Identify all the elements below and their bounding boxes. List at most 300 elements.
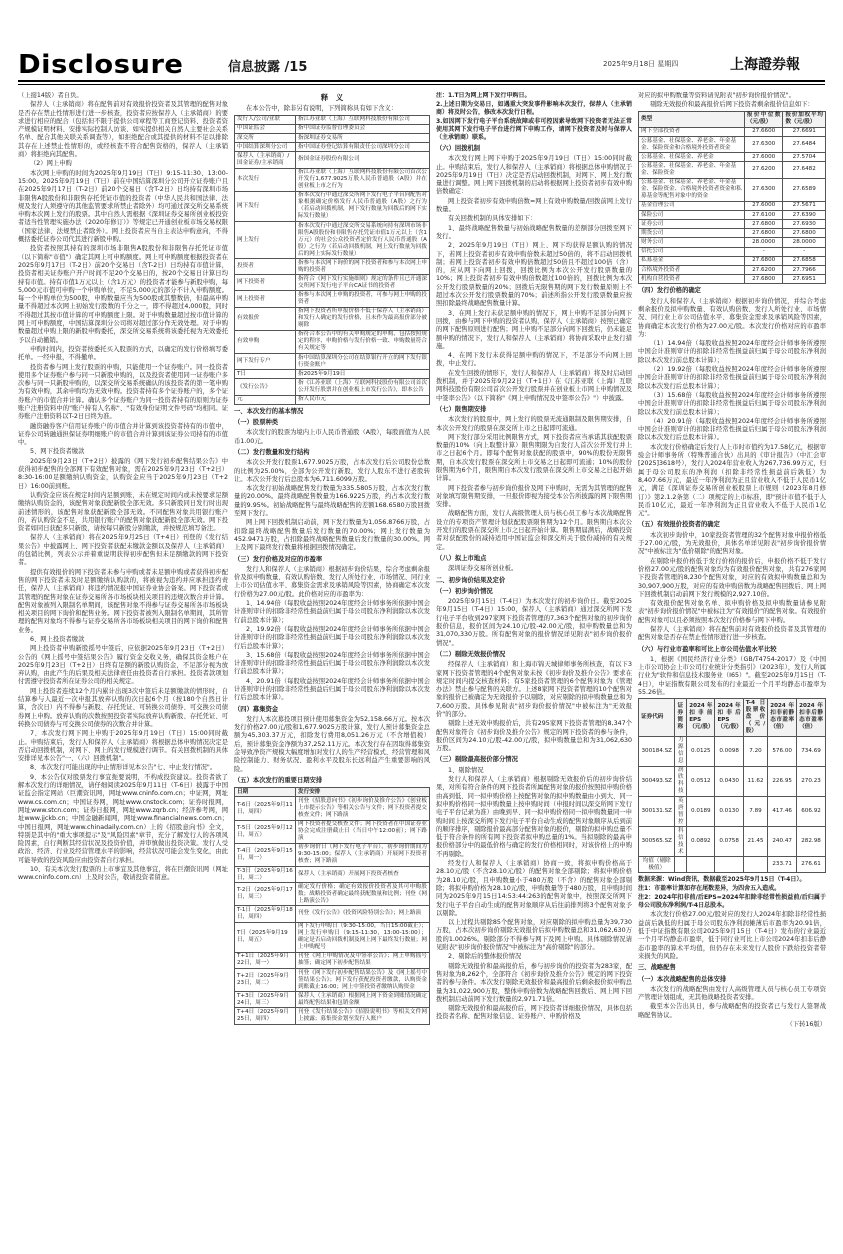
table-cell: 网下投资者 [235, 275, 296, 291]
col4-intro: 对应的拟申购数量等资料请见附表"初步询价报价情况"。 [638, 92, 795, 99]
price-row [639, 266, 826, 275]
col4-paragraph: 在剔除申报价格低于发行价格的报价后，申报价格不低于发行价格27.00元/股的配售对象均为有效报价配售对象，共有276家网下投资者管理的8,230个配售对象，对应的有效拟申购数量总和为30,907,900万股，对应的有效申购倍数为战略配售回拨后、网上网下回拨机制启动前网下发行规模的2,927.10倍。 [638, 557, 826, 598]
price-header-type: 类型 [639, 111, 745, 127]
table-cell: 指2025年9月19日 [296, 370, 430, 379]
table-cell: 27.6200 [744, 162, 783, 178]
col1-paragraph: 提供有效报价的网下投资者未参与申购或者未足额申购或者获得初步配售的网下投资者未及时足额缴纳认购款的，将被视为违约并应承担违约责任，保荐人（主承销商）将违约情况报中国证券业协会备案。网下投资者或其管理的配售对象在证券交易所各市场板块相关项目的违规次数合并计算。配售对象被列入限制名单期间，该配售对象不得参与证券交易所各市场板块相关项目的网下询价和配售业务。网下投资者被列入限制名单期间，其所管理的配售对象均不得参与证券交易所各市场板块相关项目的网下询价和配售业务。 [18, 568, 228, 634]
schedule-table [234, 787, 430, 1024]
table-cell: 0.0758 [715, 827, 743, 857]
table-cell: 240.47 [768, 827, 797, 857]
table-cell: 27.6100 [744, 210, 783, 219]
table-cell: 28.0000 [783, 238, 826, 247]
table-cell: 226.95 [768, 766, 797, 796]
col3-paragraph: 1、剔除情况 [448, 766, 484, 774]
comparables-row [639, 766, 826, 796]
dateline: 2025年9月18日 星期四 [603, 60, 679, 68]
table-cell: 指人民币元 [296, 395, 430, 404]
table-cell: 指参与本次网下询价的网下投资者和参与本次网上申购的投资者 [296, 259, 430, 275]
table-cell: 0.0512 [687, 766, 715, 796]
col3-paragraph: 经保荐人（主承销商）和上海市锦天城律师事务所核查，有以下3家网下投资者管理的4个配售对象未按《初步询价及推介公告》要求在规定时间内提交核查材料；有5家投资者管理的6个配售对象为《管理办法》禁止参与配售的关联方。上述8家网下投资者管理的10个配售对象的报价已被确定为无效报价予以剔除，对应剔除的拟申购数量总和为7,600万股。具体参见附表"初步询价报价情况"中被标注为"无效报价"的部分。 [436, 661, 632, 718]
page-header [0, 0, 843, 88]
col4-paragraph: 截至本公告出具日，参与战略配售的投资者已与发行人签署战略配售协议。 [638, 1003, 826, 1019]
schedule-row [235, 922, 430, 952]
col1-paragraph: 保荐人（主承销商）将在配售前对有效报价投资者及其管理的配售对象是否存在禁止性情形进行进一步核查，投资者应按保荐人（主承销商）的要求进行相应的配合（包括但不限于提供公司章程等工商登记资料、投资者资产规模证明材料、安排实际控制人访谈、如实提供相关自然人主要社会关系名单、配合其他关联关系调查等），如拒绝配合或其提供的材料不足以排除其存在上述禁止性情形的，或经核查不符合配售资格的，保荐人（主承销商）将拒绝向其配售。 [18, 101, 228, 159]
comparables-header: 2024年扣非前EPS（元/股） [687, 699, 715, 736]
table-cell: 有效申购 [235, 330, 296, 353]
col3-paragraph: 网下投资者参与初步询价报价及网下申购时，无需为其管理的配售对象填写限售期安排，一旦报价即视为接受本公告所披露的网下限售期安排。 [436, 484, 632, 509]
col2-paragraph: 一、本次发行的基本情况 [234, 407, 304, 415]
table-cell: T-4日（2025年9月15日，周一） [235, 843, 296, 866]
col3-paragraph: （三）剔除最高报价部分情况 [436, 756, 518, 764]
table-cell: 233.71 [768, 857, 797, 873]
table-cell: 11.62 [743, 766, 767, 796]
col2-paragraph: 本次公开发行股票1,677.9025万股，占本次发行后公司股份总数的比例为25.00%，全部为公开发行新股，发行人股东不进行老股转让。本次公开发行后总股本为6,711.6099万股。 [234, 459, 430, 483]
col2-paragraph: 网上网下回拨机制启动前，网下发行数量为1,056.8766万股，占扣除最终战略配售数量后发行数量的70.00%；网上发行数量为452.9471万股，占扣除最终战略配售数量后发行数量的30.00%。网上及网下最终发行数量将根据回拨情况确定。 [234, 519, 430, 552]
price-row [639, 275, 826, 284]
table-cell: 刊登《发行公告》《投资风险特别公告》；网上路演 [296, 906, 430, 922]
table-cell: 指符合《网下发行实施细则》规定的条件且已开通深交所网下发行电子平台CA证书的投资者 [296, 275, 430, 291]
comparables-row [639, 796, 826, 826]
table-cell: 机构自营投资者 [639, 275, 745, 284]
table-cell: 公募基金、社保基金、养老金、年金基金、保险资金 [639, 162, 745, 178]
col1-paragraph: 网上投资者连续12个月内累计出现3次中签后未足额缴款的情形时，自结算参与人最近一次申报其放弃认购的次日起6个月（按180个自然日计算，含次日）内不得参与新股、存托凭证、可转换公司债券、可交换公司债券网上申购。放弃认购的次数按照投资者实际放弃认购新股、存托凭证、可转换公司债券与可交换公司债券的次数合并计算。 [18, 687, 228, 728]
table-cell: 发行人/公司/亚联 [235, 115, 296, 124]
table-cell: 公募基金、社保基金、养老金 [639, 153, 745, 162]
table-cell: T日 [235, 370, 296, 379]
table-cell: 刊登《网下发行初步配售结果公告》及《网上摇号中签结果公告》；网下发行获配投资者缴款，认购资金到账截止16:00；网上中签投资者缴纳认购资金 [296, 968, 430, 991]
col3-paragraph: 二、初步询价结果及定价 [436, 576, 506, 584]
table-cell: 282.98 [797, 827, 826, 857]
table-cell: T-6日（2025年9月11日，周四） [235, 797, 296, 820]
col2-paragraph: 2、19.92倍（每股收益按照2024年度经会计师事务所依据中国会计准则审计的扣除非经常性损益前归属于母公司股东净利润除以本次发行后总股本计算）； [234, 625, 430, 650]
table-cell: 初步询价日（网下发行电子平台），初步询价期间为9:30-15:00；保荐人（主承销商）开展网下投资者核查；网下路演 [296, 843, 430, 866]
col2-paragraph: 4、20.91倍（每股收益按照2024年度经会计师事务所依据中国会计准则审计的扣除非经常性损益后归属于母公司股东净利润除以本次发行后总股本计算）。 [234, 677, 430, 702]
definition-row [235, 152, 430, 168]
col3-paragraph: （八）拟上市地点 [436, 554, 487, 562]
table-cell: 417.46 [768, 796, 797, 826]
definition-row [235, 115, 430, 124]
col4-paragraph: （一）本次战略配售的总体安排 [638, 975, 727, 983]
price-row [639, 238, 826, 247]
disclosure-banner: Disclosure [18, 50, 184, 80]
col2-paragraph: 本次发行初始战略配售发行数量为335.5805万股，占本次发行数量的20.00%。最终战略配售数量为166.9225万股，约占本次发行数量的9.95%。初始战略配售与最终战略配售的差额168.6580万股回拨至网下发行。 [234, 485, 430, 518]
definition-row [235, 370, 430, 379]
table-cell: 0.0130 [715, 796, 743, 826]
definition-row [235, 221, 430, 258]
col3-paragraph: （六）回拨机制 [436, 145, 481, 152]
price-row [639, 220, 826, 229]
table-cell: 27.6691 [783, 127, 826, 136]
col1-paragraph: 10、有关本次发行股票的上市事宜及其他事宜，将在巨潮资讯网（网址www.cninfo.com.cn）上及时公告，敬请投资者留意。 [18, 866, 228, 882]
definitions-intro: 在本公告中，除非另有说明，下列简称具有如下含义： [246, 105, 398, 113]
col4-paragraph: 本次发行的战略配售由发行人高级管理人员与核心员工专项资产管理计划组成，无其他战略投资者安排。 [638, 985, 826, 1002]
col4-tail [638, 911, 826, 1020]
schedule-note: 2.上述日期为交易日，如遇重大突发事件影响本次发行，保荐人（主承销商）将及时公告，修改本次发行日程。 [436, 101, 632, 116]
table-cell: 指中国证券登记结算有限责任公司深圳分公司 [296, 143, 430, 152]
definition-row [235, 330, 430, 353]
comparables-header: 证券简称 [675, 699, 687, 736]
col3-notes [436, 92, 632, 142]
col1-paragraph: 5、网下投资者缴款 [30, 448, 85, 456]
col2-paragraph: 发行人和保荐人（主承销商）根据初步询价结果，综合考虑剩余报价及拟申购数量、有效认购倍数、发行人所处行业、市场情况、同行业上市公司估值水平、募集资金需求及承销风险等因素，协商确定本次发行价格为27.00元/股。此价格对应的市盈率为： [234, 565, 430, 598]
col2-paragraph: （五）本次发行的重要日期安排 [234, 776, 323, 784]
definition-row [235, 395, 430, 404]
definition-row [235, 168, 430, 191]
col3-paragraph: 3、在网上发行未获足额申购的情况下，网上申购不足部分向网下回拨，由参与网下申购的投资者认购，保荐人（主承销商）按照已确定的网下配售原则进行配售；网上申购不足部分向网下回拨后，仍未能足额申购的情况下，发行人和保荐人（主承销商）将协商采取中止发行措施。 [436, 309, 632, 350]
comparables-row [639, 736, 826, 766]
table-cell: 指中国证券监督管理委员会 [296, 124, 430, 133]
definition-row [235, 259, 430, 275]
table-cell: 27.6300 [744, 136, 783, 152]
price-row [639, 136, 826, 152]
col1-paragraph: 投资者按照其持有的深圳市场非限售A股股份和非限售存托凭证市值（以下简称"市值"）确定其网上可申购额度。网上可申购额度根据投资者在2025年9月17日（T-2日）前20个交易日（含T-2日）日均持有市值计算，投资者相关证券账户开户时间不足20个交易日的，按20个交易日计算日均持有市值。持有市值1万元以上（含1万元）的投资者才能参与新股申购，每5,000元市值可申购一个申购单位，不足5,000元的部分不计入申购额度。每一个申购单位为500股，申购数量应当为500股或其整数倍，但最高申购量不得超过本次网上初始发行股数的千分之一，即不得超过4,000股，同时不得超过其按市值计算的可申购额度上限。对于申购数量超过按市值计算的网上可申购额度，中国结算深圳分公司将对超过部分作无效处理。对于申购数量超过申购上限的新股申购委托，深交所交易系统将该委托视为无效委托予以自动撤销。 [18, 245, 228, 344]
table-cell: 刊登《发行结果公告》《招股说明书》等相关文件网上披露；募集资金划至发行人账户 [296, 1008, 430, 1024]
table-cell: 指江苏亚联（上海）互联网科技股份有限公司 [296, 115, 430, 124]
col1-paragraph: 2025年9月23日（T+2日）披露的《网下发行初步配售结果公告》中获得初步配售的全部网下有效配售对象，需在2025年9月23日（T+2日）8:30-16:00足额缴纳认购资金，认购资金应当于2025年9月23日（T+2日）16:00前到账。 [18, 457, 228, 490]
column-4 [638, 92, 826, 1232]
schedule-row [235, 883, 430, 906]
col2-paragraph: （二）发行数量和发行结构 [234, 448, 310, 456]
col1-body [18, 101, 228, 882]
table-cell: 0.0098 [715, 736, 743, 766]
price-row [639, 229, 826, 238]
col2-paragraph: 3、15.68倍（每股收益按照2024年度经会计师事务所依据中国会计准则审计的扣除非经常性损益后归属于母公司股东净利润除以本次发行前总股本计算）； [234, 651, 430, 676]
col3-paragraph: 2、2025年9月19日（T日）网上、网下均获得足额认购的情况下，若网上投资者初步有效申购倍数未超过50倍的，将不启动回拨机制；若网上投资者初步有效申购倍数超过50倍且不超过100倍（含）的，应从网下向网上回拨，回拨比例为本次公开发行股票数量的10%；网上投资者初步有效申购倍数超过100倍的，回拨比例为本次公开发行股票数量的20%；回拨后无限售期的网下发行数量原则上不超过本次公开发行股票数量的70%；前述所指公开发行股票数量应按照扣除最终战略配售数量计算。 [436, 242, 632, 308]
table-cell: 27.6600 [744, 127, 783, 136]
price-row [639, 178, 826, 201]
table-cell: 27.5671 [783, 201, 826, 210]
column-2 [234, 92, 430, 1232]
col3-paragraph: 深圳证券交易所创业板。 [448, 565, 518, 573]
col3-paragraph: （七）限售期安排 [436, 405, 487, 413]
definition-row [235, 133, 430, 142]
comparables-header: 2024年扣非前静态市盈率（倍） [768, 699, 797, 736]
table-cell: T+4日（2025年9月25日，周四） [235, 1008, 296, 1024]
table-cell: 《发行公告》 [235, 379, 296, 395]
col4-paragraph: （四）发行价格的确定 [638, 287, 701, 295]
table-cell: 指本次发行中通过深交所网下发行电子平台向配售对象根据确定价格发行人民币普通股（A股）之行为（若启动回拨机制，网下发行数量为回拨后的网下实际发行数量） [296, 191, 430, 221]
table-cell: 润欣科技 [675, 766, 687, 796]
table-cell: 力源信息 [675, 736, 687, 766]
table-cell: - [783, 247, 826, 256]
table-cell: 276.61 [797, 857, 826, 873]
table-cell: 深交所 [235, 133, 296, 142]
table-cell: 734.69 [797, 736, 826, 766]
table-cell: 7.20 [743, 736, 767, 766]
schedule-note: 注：1.T日为网上网下发行申购日。 [436, 92, 531, 99]
table-cell: 27.6951 [783, 275, 826, 284]
header-rule [18, 80, 825, 82]
price-row [639, 201, 826, 210]
col2-paragraph: （三）发行价格及对应的市盈率 [234, 555, 323, 563]
table-cell: 28.0000 [744, 238, 783, 247]
col1-paragraph: 9、本公告仅对股票发行事宜扼要说明，不构成投资建议。投资者欲了解本次发行的详细情况，请仔细阅读2025年9月11日（T-6日）披露于中国证监会指定网站（巨潮资讯网，网址www.cninfo.com.cn；中证网，网址www.cs.com.cn；中国证券网，网址www.cnstock.com；证券时报网，网址www.stcn.com；证券日报网，网址www.zqrb.cn；经济参考网，网址www.jjckb.cn；中国金融新闻网，网址www.financialnews.com.cn；中国日报网，网址www.chinadaily.com.cn）上的《招股意向书》全文，特别是其中的"重大事项提示"及"风险因素"章节，充分了解发行人的各项风险因素，自行判断其经营状况及投资价值，并审慎做出投资决策。发行人受政治、经济、行业及经营管理水平的影响，经营状况可能会发生变化，由此可能导致的投资风险应由投资者自行承担。 [18, 773, 228, 864]
price-row [639, 256, 826, 265]
table-cell: 网下投资者提交核查文件；网下投资者在中国证券业协会完成注册截止日（当日中午12:00前）；网下路演 [296, 820, 430, 843]
definition-row [235, 143, 430, 152]
price-row [639, 162, 826, 178]
table-cell: 21.45 [743, 827, 767, 857]
table-cell: 0.0189 [687, 796, 715, 826]
table-cell: 27.6800 [744, 275, 783, 284]
table-cell [687, 857, 715, 873]
col3-paragraph: 剔除无效报价和最高报价后，参与初步询价的投资者为283家，配售对象为8,262个，全部符合《初步询价及推介公告》规定的网下投资者的参与条件。本次发行剔除无效报价和最高报价后剩余报价拟申购总量为31,022,900万股，整体申购倍数为战略配售回拨后、网上网下回拨机制启动前网下发行数量的2,971.71倍。 [436, 962, 632, 1003]
col1-paragraph: 投资者参与网上发行股票的申购，只能使用一个证券账户。同一投资者使用多个证券账户参与同一只新股申购的，以及投资者使用同一证券账户多次参与同一只新股申购的，以深交所交易系统确认的该投资者的第一笔申购为有效申购，其余申购均为无效申购。投资者持有多个证券账户的，多个证券账户的市值合并计算。确认多个证券账户为同一投资者持有的原则为证券账户注册资料中的"账户持有人名称"、"有效身份证明文件号码"均相同。证券账户注册资料以T-2日日终为准。 [18, 363, 228, 421]
table-cell: 7.89 [743, 796, 767, 826]
comparables-note: 注1：市盈率计算如存在尾数差异，为四舍五入造成。 [638, 885, 781, 893]
table-cell: T-5日（2025年9月12日，周五） [235, 820, 296, 843]
table-cell: 网下发行专户 [235, 354, 296, 370]
col3-paragraph: （一）初步询价情况 [436, 587, 493, 595]
col1-paragraph: 6、网上投资者缴款 [30, 636, 85, 643]
col3-paragraph: 剔除无效报价和最高报价后，网下投资者详细报价情况，具体包括投资者名称、配售对象信息、证券账户、申购价格及 [436, 1005, 632, 1021]
definition-row [235, 291, 430, 307]
table-cell: 保荐人（主承销商）根据网上网下资金到账情况确定最终配售结果和包销金额 [296, 992, 430, 1008]
table-cell: 投资者 [235, 259, 296, 275]
table-cell: 私募基金 [639, 256, 745, 265]
table-cell: 300493.SZ [639, 766, 675, 796]
definitions-title: 释 义 [320, 93, 344, 102]
table-cell: 财务公司 [639, 238, 745, 247]
table-cell: 网下发行申购日（9:30-15:00，当日15:00截止）；网上发行申购日（9:15-11:30，13:00-15:00）；确定是否启动回拨机制及网上网下最终发行数量；网上申购配号 [296, 922, 430, 952]
col3-paragraph: 网下发行部分采用比例限售方式，网下投资者应当承诺其获配股票数量的10%（向上取整计算）限售期限为自发行人首次公开发行并上市之日起6个月。即每个配售对象获配的股票中，90%的股份无限售期，自本次发行股票在深交所上市交易之日起即可流通；10%的股份限售期为6个月，限售期自本次发行股票在深交所上市交易之日起开始计算。 [436, 433, 632, 483]
col3-paragraph: （二）剔除无效报价情况 [436, 650, 506, 658]
table-cell: 27.6800 [783, 229, 826, 238]
col1-paragraph: 申购时间内，投资者按委托买入股票的方式，以确定的发行价格填写委托单。一经申报，不得撤单。 [18, 345, 228, 362]
schedule-row [235, 867, 430, 883]
table-cell: 均值（剔除极值） [639, 857, 675, 873]
definitions-table [234, 115, 430, 405]
schedule-row [235, 797, 430, 820]
table-cell: 576.00 [768, 736, 797, 766]
col2-paragraph: （四）募集资金 [234, 705, 279, 713]
col4-intro2: 剔除无效报价和最高报价后网下投资者剩余报价信息如下： [650, 101, 814, 109]
col4-paragraph: 本次发行价格27.00元/股对应的发行人2024年扣除非经常性损益前后孰低的归属于母公司股东净利润摊薄后市盈率为20.91倍，低于中证指数有限公司2025年9月15日（T-4日）发布的行业最近一个月平均静态市盈率，低于同行业可比上市公司2024年扣非后静态市盈率的算术平均值，但仍存在未来发行人股价下跌给投资者带来损失的风险。 [638, 911, 826, 960]
table-cell: 27.6482 [783, 162, 826, 178]
definition-row [235, 275, 430, 291]
table-cell: T+1日（2025年9月22日，周一） [235, 952, 296, 968]
col3-paragraph: 战略配售方面，发行人高级管理人员与核心员工参与本次战略配售设立的专项资产管理计划获配股票限售期为12个月。限售期自本次公开发行的股票在深交所上市之日起开始计算。限售期届满后，战略投资者对获配股份的减持适用中国证监会和深交所关于股份减持的有关规定。 [436, 510, 632, 551]
table-cell: 中国证监会 [235, 124, 296, 133]
table-cell: 公募基金、社保基金、养老金、年金基金、保险资金和合格境外投资者资金 [639, 136, 745, 152]
col4-paragraph: （六）与行业市盈率和可比上市公司估值水平比较 [638, 645, 777, 653]
comparables-header: 2024年扣非后静态市盈率（倍） [797, 699, 826, 736]
comparables-note: 注2：2024年扣非前/后EPS=2024年扣除非经常性损益前/后归属于母公司股东净利润/T-4日总股本。 [638, 894, 826, 910]
table-cell: 27.6800 [744, 220, 783, 229]
col3-paragraph: 本次发行的股票中，网上发行的股票无流通限制及限售期安排，自本次公开发行的股票在深交所上市之日起即可流通。 [436, 416, 632, 432]
table-cell: 0.0430 [715, 766, 743, 796]
table-cell: 网下全部投资者 [639, 127, 745, 136]
definition-row [235, 354, 430, 370]
col4-paragraph: （4）20.91倍（每股收益按照2024年度经会计师事务所遵照中国会计准则审计的扣除非经常性损益后归属于母公司股东净利润除以本次发行后总股本计算）。 [638, 417, 826, 442]
col2-paragraph: 发行人本次募投项目预计使用募集资金为52,158.66万元。按本次发行价格27.00元/股和1,677.9025万股计算，发行人预计募集资金总额为45,303.37万元，扣除发行费用8,051.26万元（不含增值税）后，预计募集资金净额为37,252.11万元。本次发行存在因取得募集资金导致净资产规模大幅度增加对发行人的生产经营模式、经营管理和风险控制能力、财务状况、盈利水平及股东长远利益产生重要影响的风险。 [234, 715, 430, 773]
col4-paragraph: 本次发行价格确定后发行人上市时市值约为17.58亿元，根据审验会计师事务所（特殊普通合伙）出具的《审计报告》（中汇会审[2025]3618号），发行人2024年营业收入为267,736.99万元，归属于母公司股东的净利润（扣除非经常性损益前后孰低）为8,407.66万元，最近一年净利润为正且营业收入不低于人民币1亿元，满足《深圳证券交易所创业板股票上市规则（2023年8月修订）》第2.1.2条第（二）项规定的上市标准，即"预计市值不低于人民币10亿元，最近一年净利润为正且营业收入不低于人民币1亿元"。 [638, 443, 826, 518]
table-cell: 信托公司 [639, 247, 745, 256]
col1-paragraph: 保荐人（主承销商）将在2025年9月25日（T+4日）刊登的《发行结果公告》中披露网上、网下投资者获配未缴款金额以及保荐人（主承销商）的包销比例，列表公示并着重说明获得初步配售但未足额缴款的网下投资者。 [18, 534, 228, 567]
col1-paragraph: 融资融券客户信用证券账户的市值合并计算到该投资者持有的市值中，证券公司转融通担保证券明细账户的市值合并计算到该证券公司持有的市值中。 [18, 422, 228, 447]
schedule-header-item: 发行安排 [296, 788, 430, 797]
schedule-row [235, 906, 430, 922]
schedule-row [235, 843, 430, 866]
table-cell: 27.6390 [783, 210, 826, 219]
col4-paragraph: 本次初步询价中，10家投资者管理的32个配售对象申报价格低于27.00元/股，为无效报价，具体名单详见附表"初步询价报价情况"中被标注为"低价剔除"的配售对象。 [638, 531, 826, 556]
comparables-row [639, 827, 826, 857]
col3-paragraph: 2、剔除后的整体报价情况 [448, 953, 522, 961]
table-cell: 保荐人（主承销商）/国金证券/主承销商 [235, 152, 296, 168]
col4-paragraph: （1）14.94倍（每股收益按照2024年度经会计师事务所遵照中国会计准则审计的扣除非经常性损益前归属于母公司股东净利润除以本次发行前总股本计算）； [638, 340, 826, 364]
col3-paragraph: 剔除上述无效申购报价后，共有295家网下投资者管理的8,347个配售对象符合《初步询价及推介公告》规定的网下投资者的参与条件，报价区间为24.10元/股-42.00元/股，拟申购数量总和为31,062,630万股。 [436, 720, 632, 753]
table-cell: T+2日（2025年9月23日，周二） [235, 968, 296, 991]
table-cell: 300184.SZ [639, 736, 675, 766]
table-cell: 刊登《网上申购情况及中签率公告》；网上申购摇号抽签；确定网下初步配售结果 [296, 952, 430, 968]
table-cell: 科信技术 [675, 827, 687, 857]
table-cell: 300131.SZ [639, 796, 675, 826]
price-row [639, 153, 826, 162]
schedule-header-date: 日期 [235, 788, 296, 797]
definition-row [235, 124, 430, 133]
table-cell: 英唐智控 [675, 796, 687, 826]
schedule-row [235, 1008, 430, 1024]
table-cell: 27.6300 [744, 178, 783, 201]
table-cell: 27.5704 [783, 153, 826, 162]
table-cell: T-3日（2025年9月16日，周二） [235, 867, 296, 883]
col4-paragraph: （2）19.92倍（每股收益按照2024年度经会计师事务所遵照中国会计准则审计的扣除非经常性损益前归属于母公司股东净利润除以本次发行后总股本计算）； [638, 366, 826, 390]
table-cell: 公募基金、社保基金、养老金、年金基金、保险资金、合格境外投资者资金和私募基金等配售对象中的资金 [639, 178, 745, 201]
comparables-header: 证券代码 [639, 699, 675, 736]
price-header-weighted: 报价加权平均数（元/股） [783, 111, 826, 127]
col1-paragraph: 网上投资者申购新股摇号中签后，应依据2025年9月23日（T+2日）公告的《网上摇号中签结果公告》履行资金交收义务，确保其资金账户在2025年9月23日（T+2日）日终有足额的新股认购资金，不足部分视为放弃认购，由此产生的后果及相关法律责任由投资者自行承担。投资者款项划付需遵守投资者所在证券公司的相关规定。 [18, 645, 228, 686]
table-cell: 270.23 [797, 766, 826, 796]
table-cell: 300565.SZ [639, 827, 675, 857]
col3-paragraph: 网上投资者初步有效申购倍数=网上有效申购数量/回拨前网上发行数量。 [436, 197, 632, 214]
table-cell [715, 857, 743, 873]
table-cell: 指中国结算深圳分公司在结算银行开立的网下发行银行资金账户 [296, 354, 430, 370]
col1-paragraph: （2）网上申购 [30, 160, 72, 168]
schedule-note: 3.如因网下发行电子平台系统故障或非可控因素导致网下投资者无法正常使用其网下发行电子平台进行网下申购工作，请网下投资者及时与保荐人（主承销商）联系。 [436, 118, 632, 141]
table-cell: 指网下投资者所申报价格不低于保荐人（主承销商）和发行人确定的发行价格，且未作为最高报价部分被剔除 [296, 307, 430, 330]
table-cell: 元 [235, 395, 296, 404]
schedule-row [235, 952, 430, 968]
newspaper-brand: 上海證券報 [730, 57, 800, 73]
table-cell: T-2日（2025年9月17日，周三） [235, 883, 296, 906]
col2-body [234, 408, 430, 785]
col2-paragraph: 本次发行的股票为境内上市人民币普通股（A股），每股面值为人民币1.00元。 [234, 429, 430, 445]
table-cell: 27.6000 [744, 153, 783, 162]
col1-paragraph: 本次网上申购的时间为2025年9月19日（T日）9:15-11:30、13:00-15:00。2025年9月19日（T日）前在中国结算深圳分公司开立证券账户且在2025年9月17日（T-2日）前20个交易日（含T-2日）日均持有深圳市场非限售A股股份和非限售存托凭证市值的投资者（中华人民共和国法律、法规及发行人须遵守的其他监管要求所禁止者除外）均可通过深交所交易系统申购本次网上发行的股票。其中自然人需根据《深圳证券交易所创业板投资者适当性管理实施办法（2020年修订）》等规定已开通创业板市场交易权限（国家法律、法规禁止者除外）。网上投资者应当自主表达申购意向，不得概括委托证券公司代其进行新股申购。 [18, 169, 228, 244]
col1-paragraph: 认购资金应该在规定时间内足额到账，未在规定时间内或未按要求足额缴纳认购资金的，该配售对象获配新股全部无效。多只新股同日发行时出现前述情形的，该配售对象获配新股全部无效。不同配售对象共用银行账户的，若认购资金不足，共用银行账户的配售对象获配新股全部无效。网下投资者如同日获配多只新股，请按每只新股分别缴款，并按规范填写备注。 [18, 491, 228, 533]
table-cell: 证券公司 [639, 220, 745, 229]
col3-paragraph: 本次发行网上网下申购于2025年9月19日（T日）15:00同时截止。申购结束后，发行人和保荐人（主承销商）将根据总体申购情况于2025年9月19日（T日）决定是否启动回拨机制，对网下、网上发行数量进行调整。网上网下回拨机制的启动将根据网上投资者初步有效申购倍数确定： [436, 155, 632, 196]
table-cell: 合格境外投资者 [639, 266, 745, 275]
price-row [639, 210, 826, 219]
col4-paragraph: （3）15.68倍（每股收益按照2024年度经会计师事务所遵照中国会计准则审计的扣除非经常性损益后归属于母公司股东净利润除以本次发行前总股本计算）； [638, 391, 826, 416]
table-cell: 27.6200 [744, 266, 783, 275]
definition-row [235, 379, 430, 395]
schedule-row [235, 968, 430, 991]
table-cell: 保险公司 [639, 210, 745, 219]
table-cell: 指本次发行中通过深交所交易系统向持有深圳市场非限售A股股份和非限售存托凭证市值1万元以上（含1万元）的社会公众投资者定价发行人民币普通股（A股）之行为（若启动回拨机制，网上发行数量为回拨后的网上实际发行数量） [296, 221, 430, 258]
table-cell: 指《江苏亚联（上海）互联网科技股份有限公司首次公开发行股票并在创业板上市发行公告》，即本公告 [296, 379, 430, 395]
comparables-note: 数据来源：Wind资讯，数据截至2025年9月15日（T-4日）。 [638, 876, 806, 884]
table-cell: 有效报价 [235, 307, 296, 330]
col4-paragraph: 保荐人（主承销商）将在配售前对有效报价投资者及其管理的配售对象是否存在禁止性情形进行进一步核查。 [638, 625, 826, 642]
col4-paragraph: 三、战略配售 [638, 964, 676, 972]
table-cell: 期货公司 [639, 229, 745, 238]
table-cell: 网上投资者 [235, 291, 296, 307]
column-3 [436, 92, 632, 1232]
table-cell: 网下发行 [235, 191, 296, 221]
table-cell: 27.6800 [744, 229, 783, 238]
table-cell: 27.6800 [744, 256, 783, 265]
table-cell [743, 857, 767, 873]
table-cell: 指深圳证券交易所 [296, 133, 430, 142]
table-cell: T日（2025年9月19日，周五） [235, 922, 296, 952]
definition-row [235, 307, 430, 330]
table-cell: 确定发行价格；确定有效报价投资者及其可申购股数；战略投资者确定最终获配数量和比例；刊登《网上路演公告》 [296, 883, 430, 906]
table-cell: 保荐人（主承销商）开展网下投资者核查 [296, 867, 430, 883]
table-cell: 0.0892 [687, 827, 715, 857]
table-cell: 27.6589 [783, 178, 826, 201]
price-row [639, 127, 826, 136]
comparables-table [638, 698, 826, 873]
table-cell: 606.92 [797, 796, 826, 826]
table-cell: 指江苏亚联（上海）互联网科技股份有限公司首次公开发行1,677.9025万股人民币普通股（A股）并在创业板上市之行为 [296, 168, 430, 191]
table-cell: 指参与本次网上申购的投资者，可参与网上申购的投资者 [296, 291, 430, 307]
comparables-average-row [639, 857, 826, 873]
col3-paragraph: 2025年9月15日（T-4日）为本次发行的初步询价日。截至2025年9月15日（T-4日）15:00，保荐人（主承销商）通过深交所网下发行电子平台收到297家网下投资者管理的7,363个配售对象的初步询价报价信息，报价区间为24.10元/股-42.00元/股，拟申购数量总和为31,070,330万股。所有配售对象的报价情况详见附表"初步询价报价情况"。 [436, 598, 632, 647]
table-cell: 基金管理公司 [639, 201, 745, 210]
table-cell: 本次发行 [235, 168, 296, 191]
col4-paragraph: 有效报价配售对象名单、拟申购价格及拟申购数量请参见附表"初步询价报价情况"中被标注为"有效报价"的配售对象。有效报价配售对象可以且必须按照本次发行价格参与网下申购。 [638, 600, 826, 624]
col4-notes [638, 876, 826, 910]
table-cell: 27.7966 [783, 266, 826, 275]
col3-paragraph: 在发生回拨的情形下，发行人和保荐人（主承销商）将及时启动回拨机制，并于2025年9月22日（T+1日）在《江苏亚联（上海）互联网科技股份有限公司首次公开发行股票并在创业板上市网上申购情况及中签率公告》（以下简称"《网上申购情况及中签率公告》"）中披露。 [436, 369, 632, 402]
col4-paragraph: 1、根据《国民经济行业分类》（GB/T4754-2017）及《中国上市公司协会上市公司行业统计分类指引》（2023年），发行人所属行业为"软件和信息技术服务业（I65）"。截至2025年9月15日（T-4日），中证指数有限公司发布的行业最近一个月平均静态市盈率为55.26倍。 [638, 655, 826, 697]
column-1 [18, 92, 228, 1232]
price-row [639, 247, 826, 256]
table-cell [675, 857, 687, 873]
table-cell: 指国金证券股份有限公司 [296, 152, 430, 168]
col1-paragraph: 8、本次发行可能出现的中止情形详见本公告"七、中止发行情况"。 [30, 764, 217, 772]
table-cell: - [744, 247, 783, 256]
price-table [638, 111, 826, 285]
table-cell: 27.6000 [744, 201, 783, 210]
col3-paragraph: 有关回拨机制的具体安排如下： [448, 215, 537, 223]
price-header-median: 报价中位数（元/股） [744, 111, 783, 127]
definition-row [235, 191, 430, 221]
col3-paragraph: 发行人和保荐人（主承销商）根据剔除无效报价后的初步询价结果，对所有符合条件的网下投资者所属配售对象的报价按照拟申购价格由高到低、同一拟申购价格上按配售对象的拟申购数量由小到大、同一拟申购价格同一拟申购数量上按申购时间（申报时间以深交所网下发行电子平台记录为准）由晚到早、同一拟申购价格同一拟申购数量同一申购时间上按深交所网下发行电子平台自动生成的配售对象顺序从后到前的顺序排序，剔除报价最高部分配售对象的报价，剔除的拟申购总量不低于符合条件的所有网下投资者拟申购总量的1%。当拟剔除的最高申报价格部分中的最低价格与确定的发行价格相同时，对该价格上的申购不再剔除。 [436, 776, 632, 858]
table-cell: 网上发行 [235, 221, 296, 258]
table-cell: 27.6484 [783, 136, 826, 152]
table-cell: 27.6858 [783, 256, 826, 265]
col2-paragraph: 1、14.94倍（每股收益按照2024年度经会计师事务所依据中国会计准则审计的扣除非经常性损益前归属于母公司股东净利润除以本次发行前总股本计算）； [234, 600, 430, 624]
table-cell: 0.0125 [687, 736, 715, 766]
col3-paragraph: 4、在网下发行未获得足额申购的情况下，不足部分不向网上回拨，中止发行。 [436, 352, 632, 368]
continued-note: （下转16版） [786, 1021, 826, 1029]
col2-paragraph: （一）股票种类 [234, 419, 279, 427]
col3-paragraph: 经发行人和保荐人（主承销商）协商一致，将拟申购价格高于28.10元/股（不含28.10元/股）的配售对象全部剔除；将拟申购价格为28.10元/股，且申购数量小于480万股（不含）的配售对象全部剔除；将拟申购价格为28.10元/股，申购数量等于480万股，且申购时间同为2025年9月15日14:53:44:263的配售对象中，按照深交所网下发行电子平台自动生成的配售对象顺序从后往前排列将3个配售对象予以剔除。 [436, 860, 632, 917]
col1-paragraph: 7、本次发行网下网上申购于2025年9月19日（T日）15:00同时截止。申购结束后，发行人和保荐人（主承销商）将根据总体申购情况决定是否启动回拨机制，对网下、网上的发行规模进行调节。有关回拨机制的具体安排详见本公告"一、（六）回拨机制"。 [18, 730, 228, 763]
table-cell: 中国结算深圳分公司 [235, 143, 296, 152]
schedule-row [235, 820, 430, 843]
col3-paragraph: 以上过程共剔除85个配售对象，对应剔除的拟申购总量为39,730万股，占本次初步询价剔除无效报价后拟申购数量总和31,062,630万股的1.0026%。剔除部分不得参与网下及网上申购。具体剔除情况请见附表"初步询价报价情况"中被标注为"高价剔除"的部分。 [436, 919, 632, 952]
comparables-header: T-4日股票收盘价（元/股） [743, 699, 767, 736]
table-cell: T+3日（2025年9月24日，周三） [235, 992, 296, 1008]
schedule-row [235, 992, 430, 1008]
table-cell: 27.6930 [783, 220, 826, 229]
col4-body [638, 287, 826, 697]
col4-paragraph: （五）有效报价投资者的确定 [638, 521, 720, 529]
